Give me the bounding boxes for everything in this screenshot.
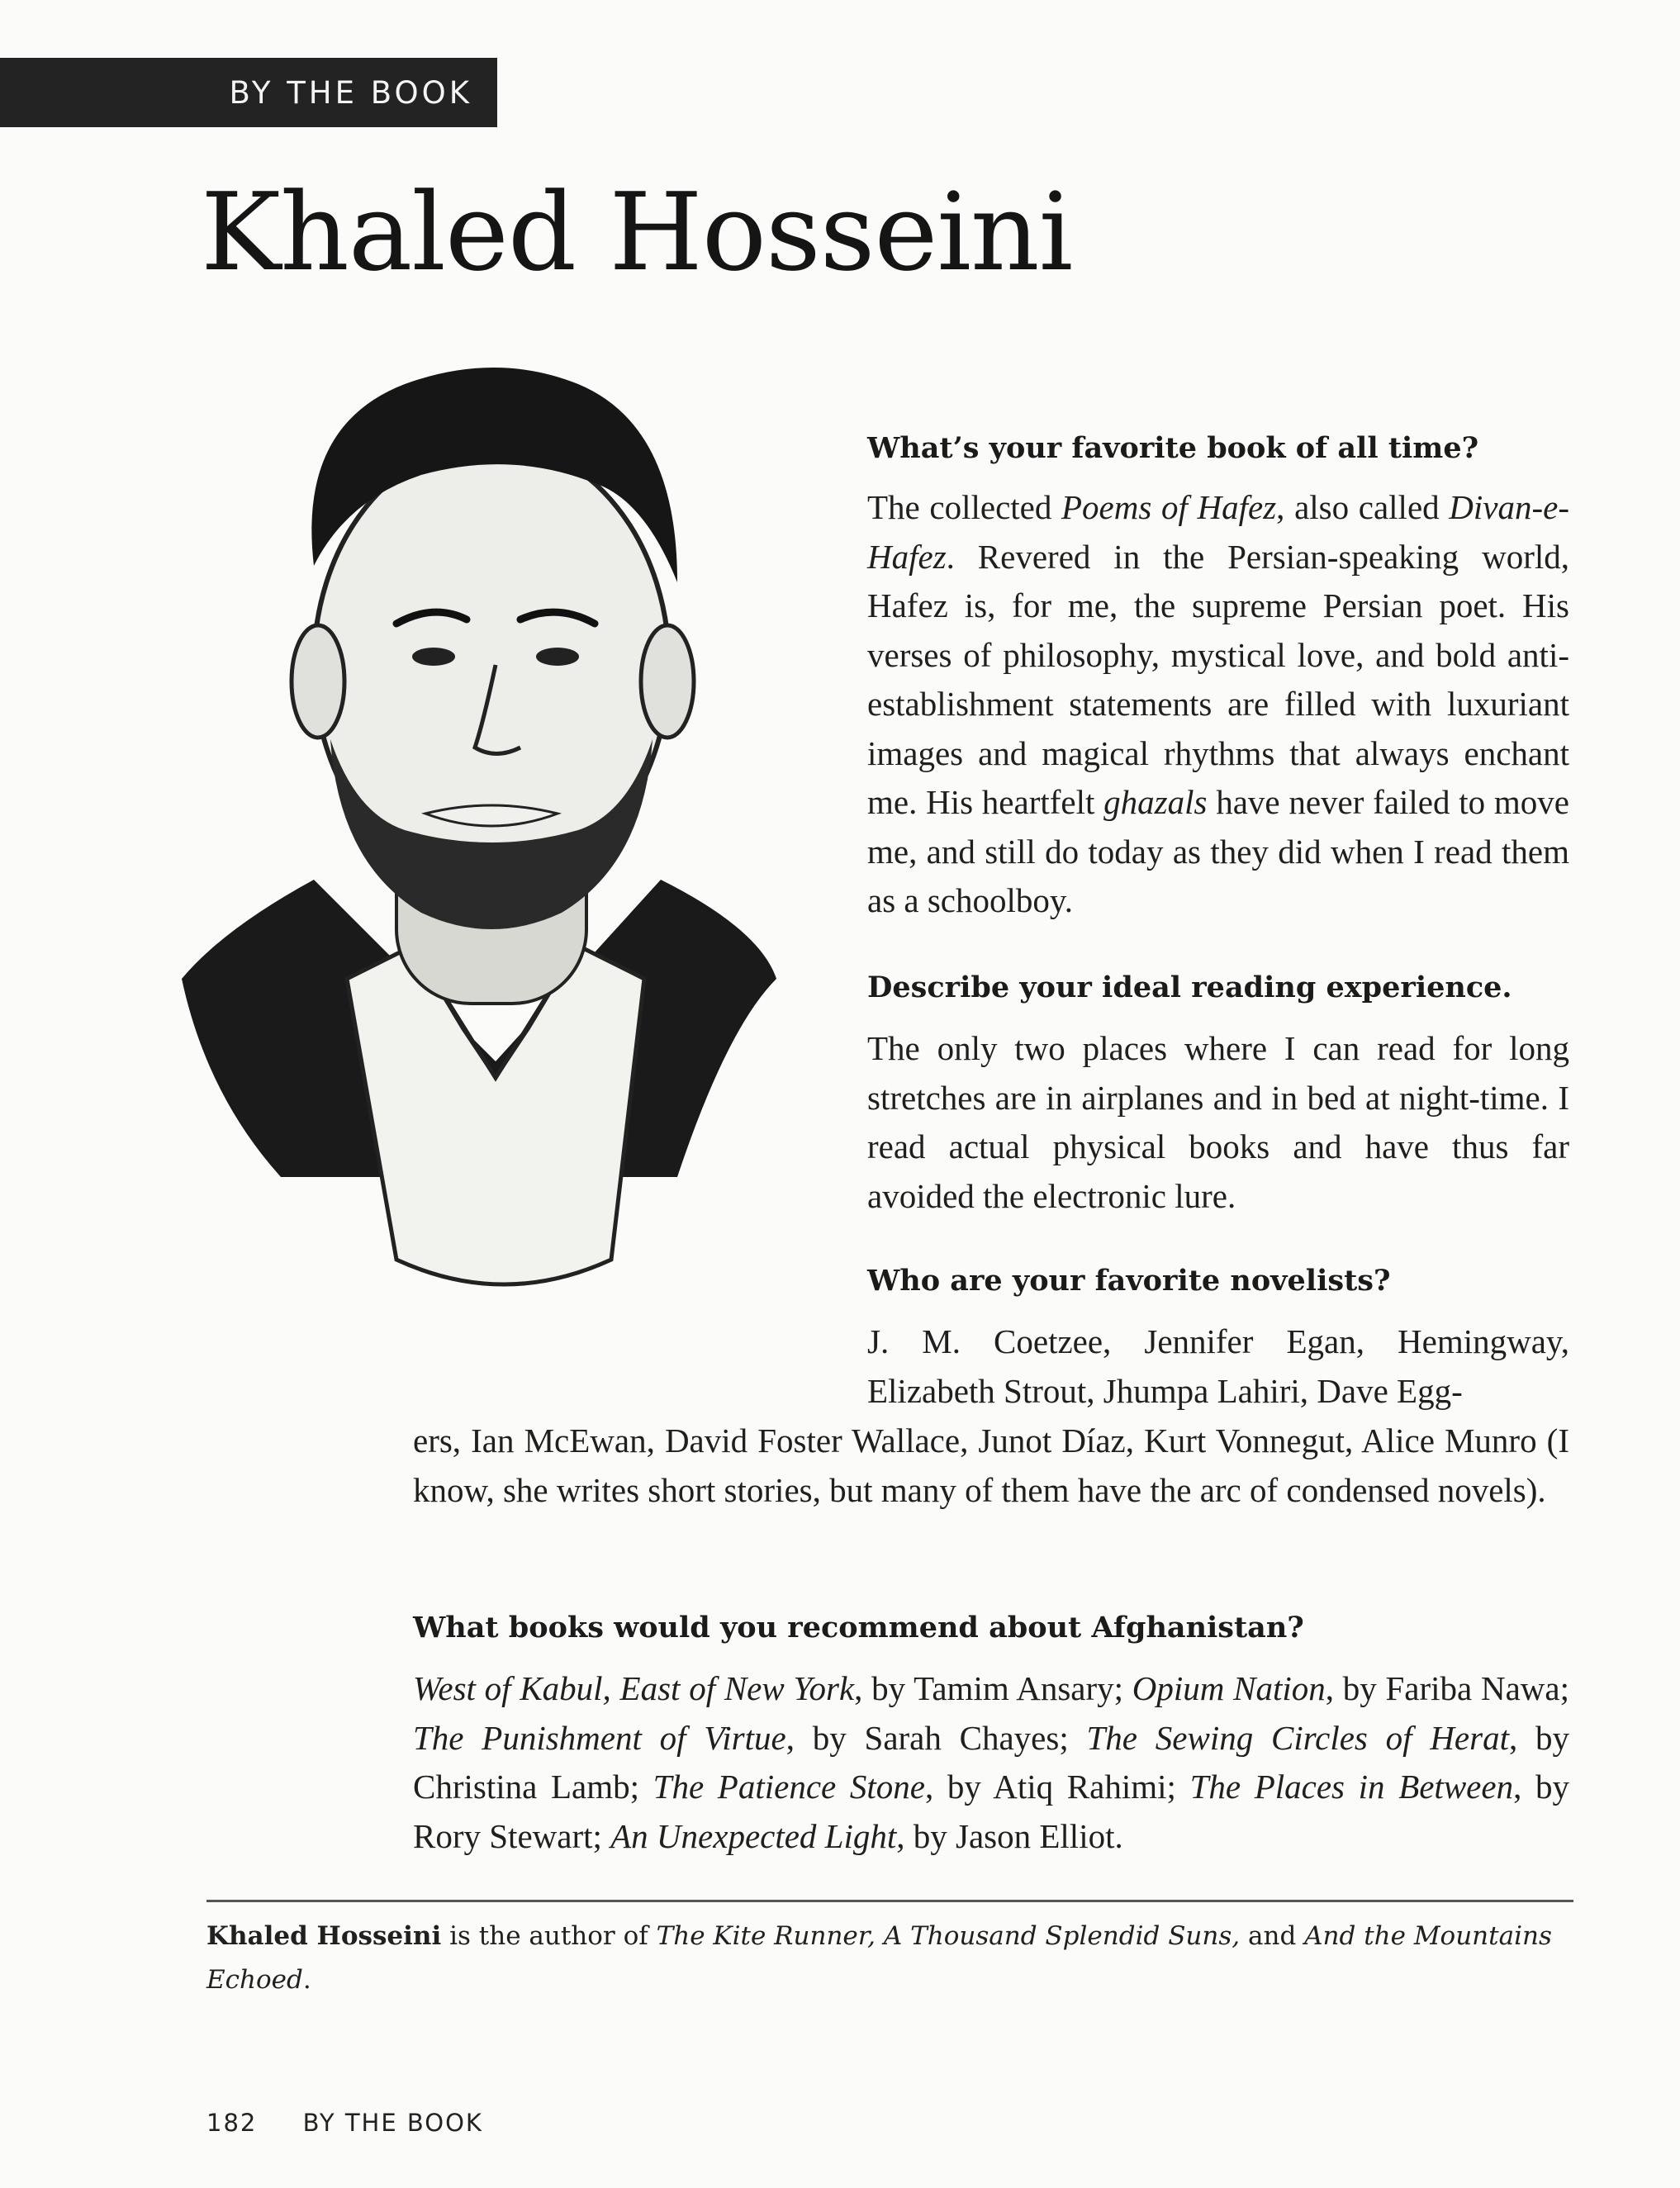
footer-divider	[206, 1900, 1573, 1902]
answer-ideal-reading: The only two places where I can read for long stretches are in airplanes and in bed at night-time. I read actual physical books and have thus far avoided the electronic lure.	[867, 1029, 1569, 1215]
answer-favorite-novelists-part2: ers, Ian McEwan, David Foster Wallace, Junot Díaz, Kurt Vonnegut, Alice Munro (I know, she writes short stories, but many of them have the arc of condensed novels).	[413, 1421, 1569, 1509]
section-label-bar	[0, 58, 497, 127]
page-footer	[206, 2109, 520, 2137]
page-number: 182	[206, 2109, 258, 2137]
page-title: Khaled Hosseini	[201, 169, 1073, 295]
question-favorite-book: What’s your favorite book of all time?	[867, 431, 1479, 465]
answer-favorite-book: The collected Poems of Hafez, also called Divan-e-Hafez. Revered in the Persian-speaking world, Hafez is, for me, the supreme Persian poet. His verses of philosophy, mystical love, and bold anti-establishment statements are filled with luxuriant images and magical rhythms that always enchant me. His heartfelt ghazals have never failed to move me, and still do today as they did when I read them as a schoolboy.	[867, 488, 1569, 919]
author-portrait-illustration	[149, 351, 801, 1384]
footer-section-label: BY THE BOOK	[302, 2109, 483, 2137]
section-label: BY THE BOOK	[229, 74, 472, 111]
answer-afghanistan-books: West of Kabul, East of New York, by Tamim Ansary; Opium Nation, by Fariba Nawa; The Punishment of Virtue, by Sarah Chayes; The Sewing Circles of Herat, by Christina Lamb; The Patience Stone, by Atiq Rahimi; The Places in Between, by Rory Stewart; An Unexpected Light, by Jason Elliot.	[413, 1669, 1570, 1855]
answer-favorite-novelists-part1: J. M. Coetzee, Jennifer Egan, Hemingway, Elizabeth Strout, Jhumpa Lahiri, Dave Egg-	[867, 1322, 1569, 1410]
question-favorite-novelists: Who are your favorite novelists?	[867, 1264, 1391, 1298]
author-bio: Khaled Hosseini is the author of The Kite Runner, A Thousand Splendid Suns, and And the Mountains Echoed.	[206, 1921, 1552, 1995]
question-ideal-reading: Describe your ideal reading experience.	[867, 971, 1512, 1004]
question-afghanistan-books: What books would you recommend about Afghanistan?	[413, 1611, 1304, 1645]
